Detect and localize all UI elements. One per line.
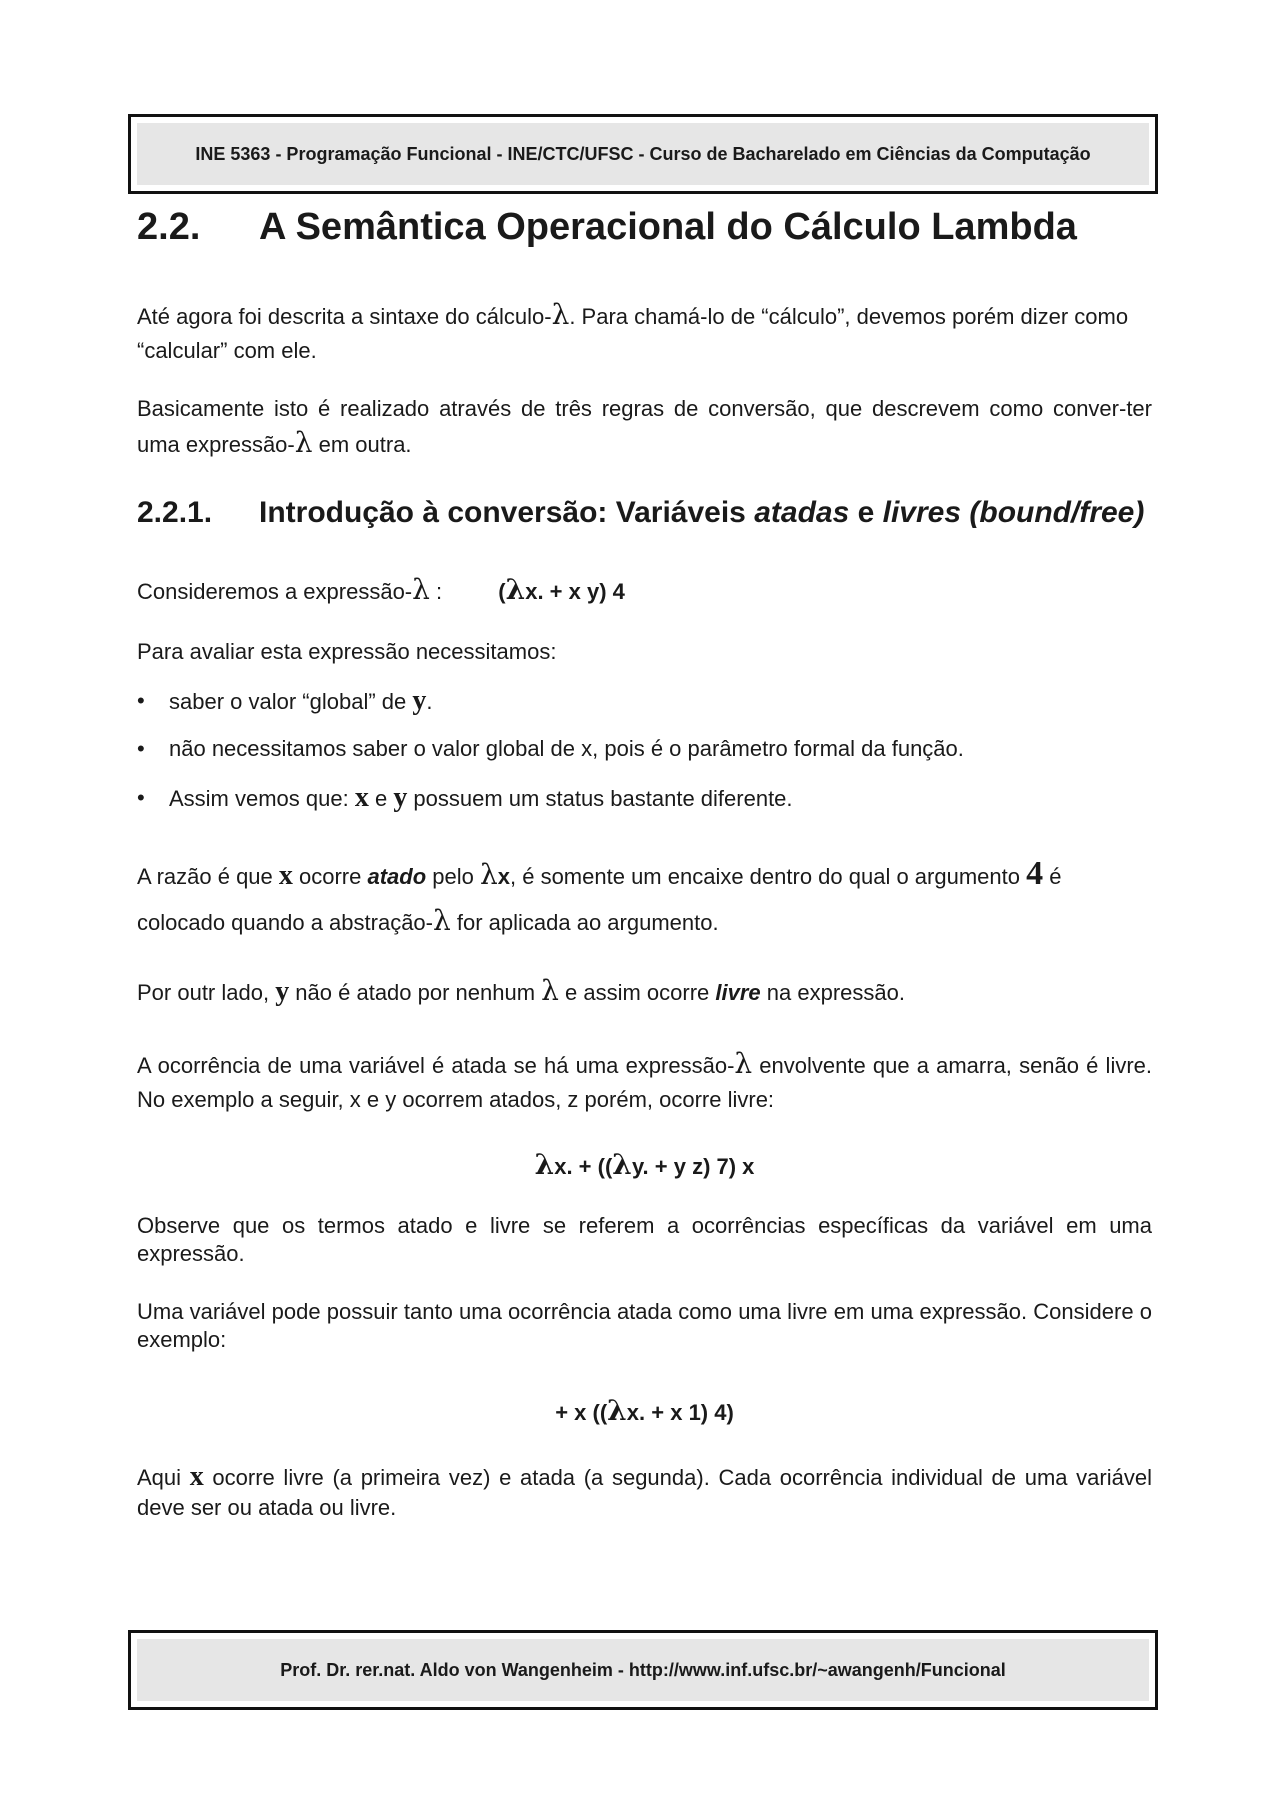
paragraph-conversion-rules <box>137 392 1152 462</box>
p3-text-b: : <box>429 579 443 604</box>
bullet-mark: • <box>137 688 145 713</box>
page-header <box>128 114 1158 194</box>
var-x: x <box>354 782 369 813</box>
subsection-title: Introdução à conversão: Variáveis <box>259 496 755 529</box>
expr2-part-b: x. + x 1) 4) <box>626 1400 734 1425</box>
paragraph-intro <box>137 298 1152 368</box>
bullet-1-text-b: . <box>426 689 433 714</box>
lambda-symbol: λ <box>734 1047 753 1080</box>
bullet-item-1 <box>137 684 1152 718</box>
p5-text-e: é colocado quando a abstração- <box>137 864 1062 935</box>
var-x: x <box>189 1461 204 1492</box>
expr1-part-b: y. + y z) 7) x <box>631 1154 755 1179</box>
var-y: y <box>275 976 290 1007</box>
subsection-number: 2.2.1. <box>137 496 213 529</box>
bullet-mark: • <box>137 785 145 810</box>
p1-text-a: Até agora foi descrita a sintaxe do cálculo- <box>137 304 552 329</box>
paragraph-evaluate: Para avaliar esta expressão necessitamos: <box>137 639 557 664</box>
lambda-x: x <box>497 864 510 889</box>
expr1-part-a: x. + (( <box>554 1154 613 1179</box>
paragraph-both-occurrences: Uma variável pode possuir tanto uma ocorrência atada como uma livre em uma expressão. Considere o exemplo: <box>137 1299 1152 1352</box>
p1-text-b: . Para chamá-lo de “cálculo”, devemos porém dizer como “calcular” com ele. <box>137 304 1129 363</box>
p7-text-a: A ocorrência de uma variável é atada se há uma expressão- <box>137 1053 735 1078</box>
footer-text: Prof. Dr. rer.nat. Aldo von Wangenheim - http://www.inf.ufsc.br/~awangenh/Funcional <box>137 1639 1149 1701</box>
section-title: A Semântica Operacional do Cálculo Lambda <box>259 206 1077 248</box>
p5-text-a: A razão é que <box>137 864 279 889</box>
section-heading <box>137 206 1152 248</box>
lambda-symbol: λ <box>505 573 526 606</box>
bullet-1-text-a: saber o valor “global” de <box>169 689 413 714</box>
p10-text-a: Aqui <box>137 1465 190 1490</box>
bullet-mark: • <box>137 736 145 761</box>
var-x: x <box>278 860 293 891</box>
header-text: INE 5363 - Programação Funcional - INE/CTC/UFSC - Curso de Bacharelado em Ciências da Computação <box>137 123 1149 185</box>
p5-text-b: ocorre <box>292 864 368 889</box>
p6-text-c: e assim ocorre <box>558 980 716 1005</box>
paragraph-consider-expression <box>137 573 1152 609</box>
term-atado: atado <box>367 864 427 889</box>
page-footer <box>128 1630 1158 1710</box>
p5-text-d: , é somente um encaixe dentro do qual o argumento <box>510 864 1027 889</box>
expr-rest: x. + x y) 4 <box>525 579 625 604</box>
lambda-symbol: λ <box>551 298 570 331</box>
bullet-3-text-a: Assim vemos que: <box>169 786 355 811</box>
lambda-symbol: λ <box>607 1394 627 1427</box>
p5-text-f: for aplicada ao argumento. <box>450 910 719 935</box>
lambda-symbol: λ <box>412 573 430 606</box>
p3-text-a: Consideremos a expressão- <box>137 579 413 604</box>
argument-4: 4 <box>1026 855 1044 892</box>
subsection-title-atadas: atadas <box>754 496 850 529</box>
bullet-3-text <box>169 781 793 816</box>
p10-text-b: ocorre livre (a primeira vez) e atada (a segunda). Cada ocorrência individual de uma variável deve ser ou atada ou livre. <box>137 1465 1152 1520</box>
example-expression-1 <box>137 1148 1152 1184</box>
p5-text-c: pelo <box>426 864 480 889</box>
section-number: 2.2. <box>137 206 201 248</box>
bullet-3-text-b: possuem um status bastante diferente. <box>407 786 793 811</box>
lambda-symbol: λ <box>612 1148 632 1181</box>
paragraph-free-y <box>137 974 1152 1010</box>
lambda-symbol: λ <box>541 974 559 1007</box>
example-expression <box>498 573 625 606</box>
paragraph-reason <box>137 852 1152 945</box>
var-y: y <box>393 782 408 813</box>
lambda-symbol: λ <box>534 1148 555 1181</box>
bullet-item-3 <box>137 781 1152 815</box>
expr2-part-a: + x (( <box>555 1400 608 1425</box>
expr-open-paren: ( <box>498 579 506 604</box>
subsection-heading <box>137 496 1152 530</box>
subsection-title-e: e <box>849 496 883 529</box>
p2-text-b: em outra. <box>312 432 412 457</box>
lambda-symbol: λ <box>480 858 498 891</box>
paragraph-bound-definition <box>137 1047 1152 1117</box>
bullet-item-2 <box>137 732 1152 766</box>
p6-text-a: Por outr lado, <box>137 980 276 1005</box>
var-y: y <box>412 685 427 716</box>
bullet-2-text: não necessitamos saber o valor global de x, pois é o parâmetro formal da função. <box>169 736 964 761</box>
paragraph-observe: Observe que os termos atado e livre se referem a ocorrências específicas da variável em uma expressão. <box>137 1213 1152 1266</box>
lambda-symbol: λ <box>294 426 313 459</box>
p6-text-d: na expressão. <box>760 980 905 1005</box>
subsection-title-livres: livres (bound/free) <box>882 496 1145 529</box>
term-livre: livre <box>715 980 761 1005</box>
paragraph-here-x <box>137 1462 1152 1523</box>
p2-text-a: Basicamente isto é realizado através de três regras de conversão, que descrevem como conver-ter uma expressão- <box>137 396 1152 457</box>
lambda-symbol: λ <box>433 904 451 937</box>
p6-text-b: não é atado por nenhum <box>289 980 542 1005</box>
bullet-3-text-e: e <box>368 786 394 811</box>
bullet-1-text <box>169 684 432 719</box>
p7-text-b: envolvente que a amarra, senão é livre. No exemplo a seguir, x e y ocorrem atados, z porém, ocorre livre: <box>137 1053 1153 1112</box>
example-expression-2 <box>137 1394 1152 1430</box>
